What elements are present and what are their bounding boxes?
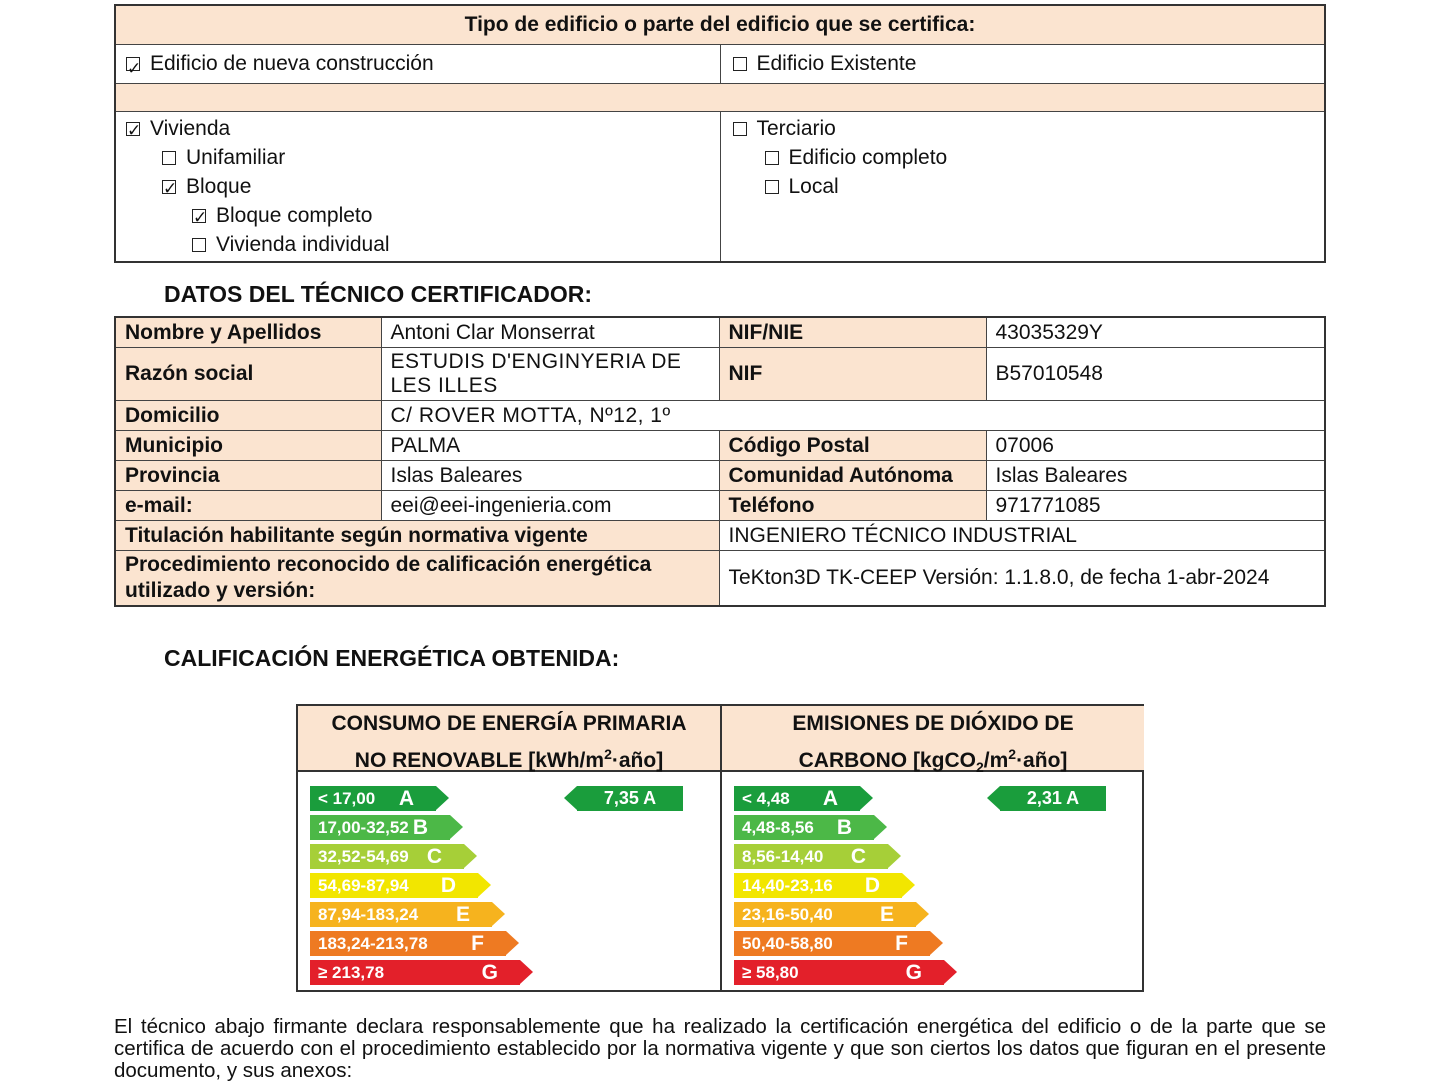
option-bloque-completo: ✓Bloque completo — [126, 201, 720, 230]
energy-band-letter: D — [440, 874, 456, 897]
option-terciario: Terciario — [733, 114, 1325, 143]
declaration-text: El técnico abajo firmante declara responsablemente que ha realizado la certificación energética del edificio o de la parte que se certifica de acuerdo con el procedimiento establecido por la normativa vigente y que son ciertos los datos que figuran en el presente documento, y sus anexos: — [114, 1015, 1326, 1082]
company-value: ESTUDIS D'ENGINYERIA DE LES ILLES — [381, 348, 719, 401]
table-row — [115, 317, 1325, 348]
technician-section-title: DATOS DEL TÉCNICO CERTIFICADOR: — [164, 281, 593, 307]
energy-band-e — [310, 902, 492, 927]
province-value: Islas Baleares — [381, 461, 719, 491]
option-unifamiliar: Unifamiliar — [126, 143, 720, 172]
region-label: Comunidad Autónoma — [719, 461, 986, 491]
postal-label: Código Postal — [719, 431, 986, 461]
energy-band-range: ≥ 213,78 — [318, 963, 385, 982]
emissions-band-b — [734, 815, 874, 840]
rating-section-title: CALIFICACIÓN ENERGÉTICA OBTENIDA: — [164, 645, 620, 671]
new-construction-checkbox[interactable] — [126, 57, 140, 71]
energy-band-a — [310, 786, 436, 811]
energy-band-range: 17,00-32,52 — [318, 818, 409, 837]
table-row — [115, 551, 1325, 607]
option-vivienda: ✓Vivienda — [126, 114, 720, 143]
option-vivienda-individual: Vivienda individual — [126, 230, 720, 259]
energy-band-range: < 17,00 — [318, 789, 376, 808]
existing-cell — [720, 45, 1325, 84]
option-edificio-completo: Edificio completo — [733, 143, 1325, 172]
emissions-band-range: < 4,48 — [742, 789, 790, 808]
building-type-table — [114, 4, 1326, 263]
energy-band-d — [310, 873, 478, 898]
emissions-band-letter: G — [905, 961, 922, 984]
technician-table — [114, 316, 1326, 607]
energy-band-letter: B — [412, 816, 428, 839]
nif-nie-label: NIF/NIE — [719, 317, 986, 348]
emissions-band-letter: E — [879, 903, 894, 926]
energy-band-range: 183,24-213,78 — [318, 934, 428, 953]
energy-band-letter: E — [455, 903, 470, 926]
bloque-completo-checkbox[interactable] — [192, 209, 206, 223]
energy-band-range: 54,69-87,94 — [318, 876, 409, 895]
procedure-label: Procedimiento reconocido de calificación energética utilizado y versión: — [115, 551, 719, 607]
emissions-band-c — [734, 844, 888, 869]
energy-band-g — [310, 960, 520, 985]
city-label: Municipio — [115, 431, 381, 461]
region-value: Islas Baleares — [986, 461, 1325, 491]
name-value: Antoni Clar Monserrat — [381, 317, 719, 348]
emissions-band-range: 8,56-14,40 — [742, 847, 824, 866]
emissions-band-letter: D — [864, 874, 880, 897]
energy-rating-panel — [296, 704, 1144, 992]
emissions-column — [722, 706, 1144, 990]
local-checkbox[interactable] — [765, 180, 779, 194]
province-label: Provincia — [115, 461, 381, 491]
spacer-row — [115, 84, 1325, 112]
energy-band-b — [310, 815, 450, 840]
new-construction-label: Edificio de nueva construcción — [150, 52, 434, 75]
energy-band-letter: C — [426, 845, 442, 868]
emissions-band-range: 4,48-8,56 — [742, 818, 814, 837]
degree-value: INGENIERO TÉCNICO INDUSTRIAL — [719, 521, 1325, 551]
emissions-band-range: 50,40-58,80 — [742, 934, 833, 953]
edificio-completo-checkbox[interactable] — [765, 151, 779, 165]
bloque-checkbox[interactable] — [162, 180, 176, 194]
company-label: Razón social — [115, 348, 381, 401]
terciario-checkbox[interactable] — [733, 122, 747, 136]
postal-value: 07006 — [986, 431, 1325, 461]
emissions-band-e — [734, 902, 916, 927]
address-label: Domicilio — [115, 401, 381, 431]
energy-band-c — [310, 844, 464, 869]
nif-label: NIF — [719, 348, 986, 401]
existing-checkbox[interactable] — [733, 57, 747, 71]
existing-label: Edificio Existente — [756, 52, 917, 75]
table-row — [115, 401, 1325, 431]
new-construction-cell — [115, 45, 720, 84]
unifamiliar-checkbox[interactable] — [162, 151, 176, 165]
degree-label: Titulación habilitante según normativa vigente — [115, 521, 719, 551]
energy-band-letter: A — [398, 787, 414, 810]
table-row — [115, 348, 1325, 401]
emissions-band-d — [734, 873, 902, 898]
email-label: e-mail: — [115, 491, 381, 521]
address-value: C/ ROVER MOTTA, Nº12, 1º — [381, 401, 1325, 431]
nif-nie-value: 43035329Y — [986, 317, 1325, 348]
name-label: Nombre y Apellidos — [115, 317, 381, 348]
emissions-band-g — [734, 960, 944, 985]
emissions-band-letter: B — [836, 816, 852, 839]
energy-band-range: 32,52-54,69 — [318, 847, 409, 866]
phone-label: Teléfono — [719, 491, 986, 521]
procedure-value: TeKton3D TK-CEEP Versión: 1.1.8.0, de fecha 1-abr-2024 — [719, 551, 1325, 607]
vivienda-checkbox[interactable] — [126, 122, 140, 136]
energy-band-range: 87,94-183,24 — [318, 905, 419, 924]
building-type-header: Tipo de edificio o parte del edificio que se certifica: — [115, 5, 1325, 45]
table-row — [115, 491, 1325, 521]
option-bloque: ✓Bloque — [126, 172, 720, 201]
energy-band-letter: G — [481, 961, 498, 984]
table-row — [115, 461, 1325, 491]
energy-band-letter: F — [471, 932, 484, 955]
emissions-band-range: 14,40-23,16 — [742, 876, 833, 895]
emissions-band-range: ≥ 58,80 — [742, 963, 799, 982]
energy-band-f — [310, 931, 506, 956]
option-local: Local — [733, 172, 1325, 201]
emissions-band-letter: A — [822, 787, 838, 810]
residential-options — [115, 112, 720, 263]
emissions-band-range: 23,16-50,40 — [742, 905, 833, 924]
emissions-band-f — [734, 931, 930, 956]
table-row — [115, 521, 1325, 551]
city-value: PALMA — [381, 431, 719, 461]
emissions-band-letter: C — [850, 845, 866, 868]
nif-value: B57010548 — [986, 348, 1325, 401]
emissions-band-a — [734, 786, 860, 811]
tertiary-options — [720, 112, 1325, 263]
energy-consumption-title: CONSUMO DE ENERGÍA PRIMARIA NO RENOVABLE $[kWh/m^2\cdot año]$ — [298, 706, 720, 772]
phone-value: 971771085 — [986, 491, 1325, 521]
email-value[interactable]: eei@eei-ingenieria.com — [381, 491, 719, 521]
table-row — [115, 431, 1325, 461]
emissions-result-marker: 2,31 A — [1000, 786, 1106, 811]
energy-consumption-column — [298, 706, 722, 990]
vivienda-individual-checkbox[interactable] — [192, 238, 206, 252]
emissions-band-letter: F — [895, 932, 908, 955]
emissions-title: EMISIONES DE DIÓXIDO DE CARBONO $[kgCO_2/m^2\cdot año]$ — [722, 706, 1144, 772]
energy-result-marker: 7,35 A — [577, 786, 683, 811]
